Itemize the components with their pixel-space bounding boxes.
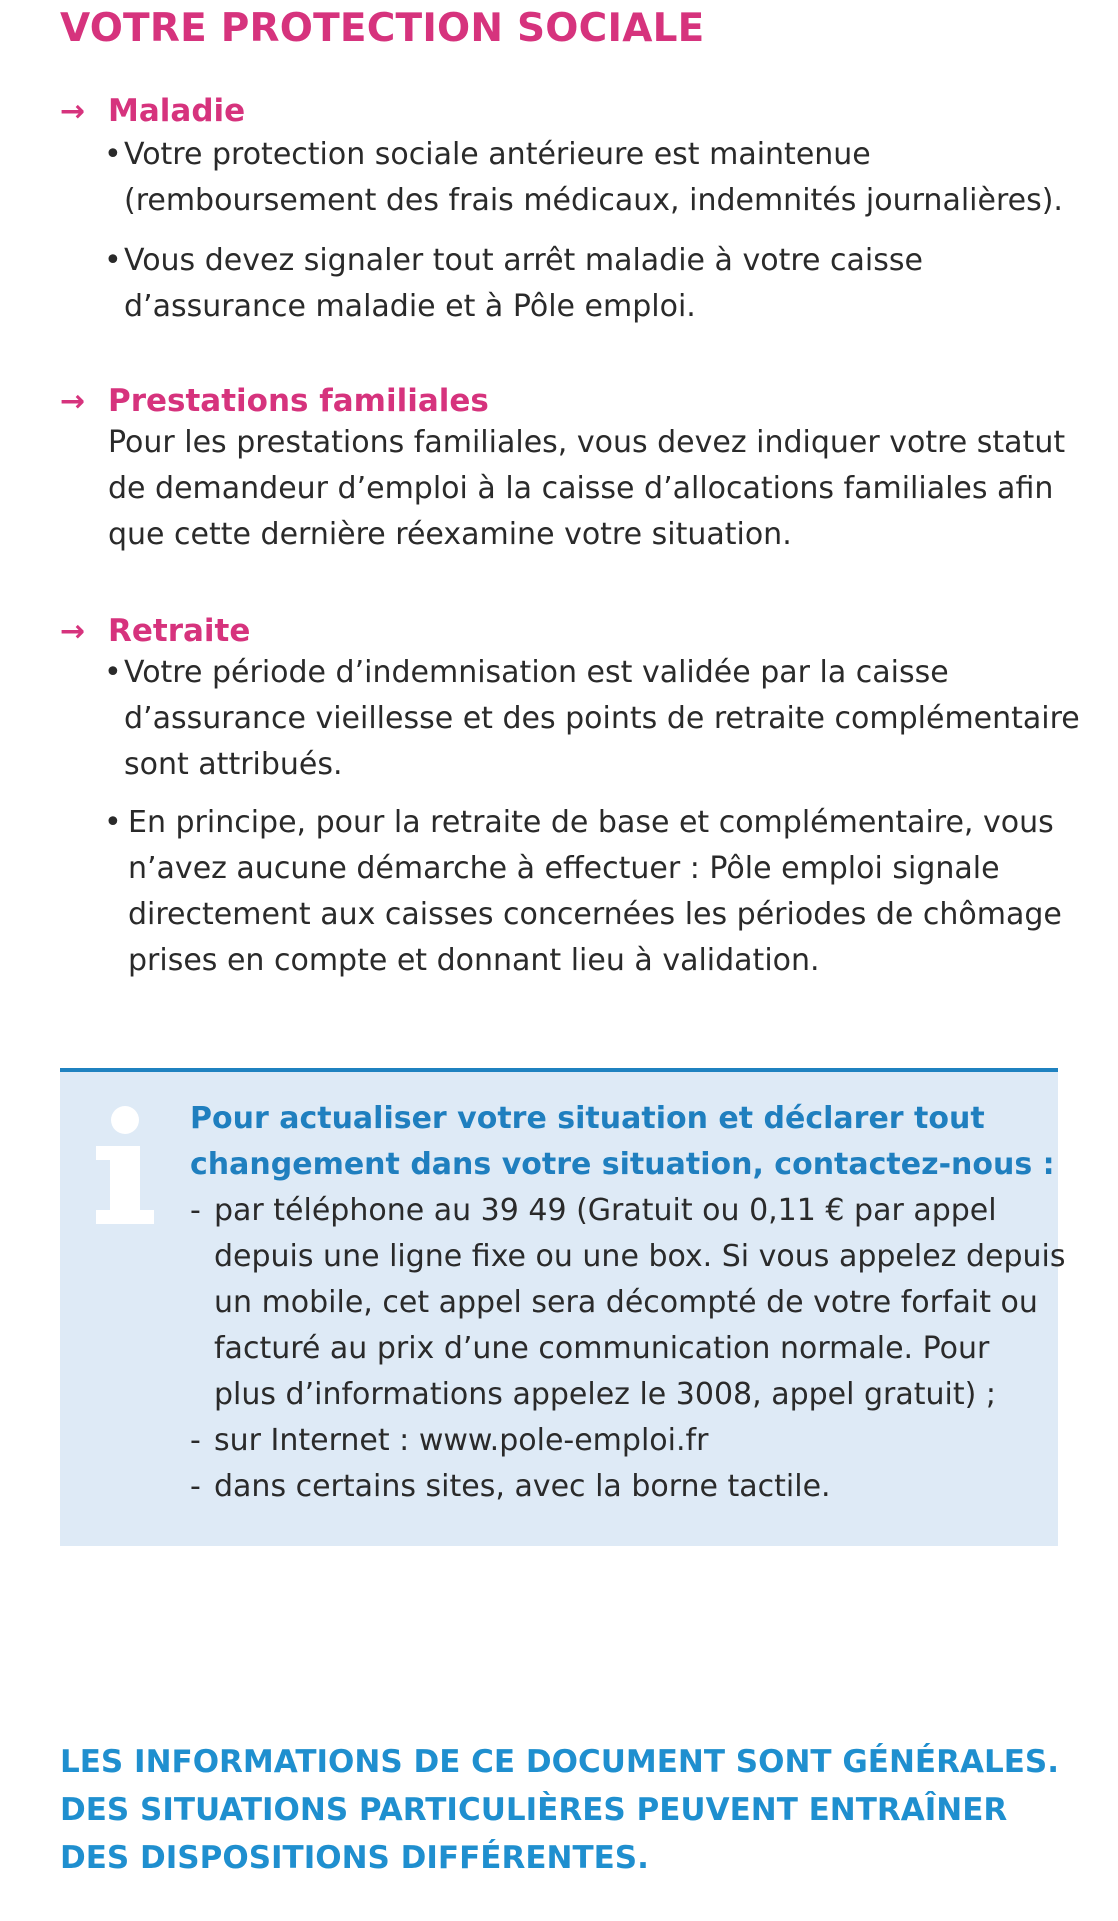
section-heading: [60, 608, 250, 654]
section-heading-text: Maladie: [108, 93, 246, 129]
section-paragraph: [108, 420, 1088, 558]
dash-marker: -: [190, 1193, 201, 1228]
text-line: un mobile, cet appel sera décompté de votre forfait ou: [214, 1285, 1038, 1320]
bullet-text: [124, 650, 1084, 788]
text-line: n’avez aucune démarche à effectuer : Pôle emploi signale: [128, 851, 1000, 886]
text-line: prises en compte et donnant lieu à validation.: [128, 943, 820, 978]
dash-marker: -: [190, 1423, 201, 1458]
section-heading-text: Prestations familiales: [108, 383, 489, 419]
text-line: DES DISPOSITIONS DIFFÉRENTES.: [60, 1840, 649, 1876]
page-title: VOTRE PROTECTION SOCIALE: [60, 6, 705, 51]
text-line: Pour les prestations familiales, vous devez indiquer votre statut: [108, 425, 1066, 460]
text-line: Votre protection sociale antérieure est maintenue: [124, 137, 871, 172]
arrow-right-icon: →: [60, 383, 86, 419]
text-line: Pour actualiser votre situation et déclarer tout: [190, 1101, 985, 1136]
text-line: dans certains sites, avec la borne tactile.: [214, 1469, 831, 1504]
text-line: En principe, pour la retraite de base et complémentaire, vous: [128, 805, 1054, 840]
text-line: changement dans votre situation, contactez-nous :: [190, 1147, 1055, 1182]
bullet-icon: •: [104, 655, 122, 690]
text-line: plus d’informations appelez le 3008, appel gratuit) ;: [214, 1377, 996, 1412]
section-heading: [60, 88, 245, 134]
text-line: d’assurance maladie et à Pôle emploi.: [124, 289, 696, 324]
contact-info-box: [60, 1068, 1066, 1546]
text-line: sont attribués.: [124, 747, 343, 782]
contact-item-text: [214, 1188, 1065, 1418]
section-heading: [60, 378, 489, 424]
text-line: directement aux caisses concernées les périodes de chômage: [128, 897, 1062, 932]
text-line: DES SITUATIONS PARTICULIÈRES PEUVENT ENTRAÎNER: [60, 1792, 1008, 1828]
text-line: d’assurance vieillesse et des points de retraite complémentaire: [124, 701, 1080, 736]
bullet-icon: •: [104, 243, 122, 278]
text-line: depuis une ligne fixe ou une box. Si vous appelez depuis: [214, 1239, 1066, 1274]
contact-item-text: [214, 1418, 708, 1464]
text-line: sur Internet : www.pole-emploi.fr: [214, 1423, 709, 1458]
section-heading-text: Retraite: [108, 613, 251, 649]
text-line: de demandeur d’emploi à la caisse d’allocations familiales afin: [108, 471, 1054, 506]
arrow-right-icon: →: [60, 93, 86, 129]
text-line: facturé au prix d’une communication normale. Pour: [214, 1331, 990, 1366]
arrow-right-icon: →: [60, 613, 86, 649]
bullet-text: [128, 800, 1088, 984]
text-line: par téléphone au 39 49 (Gratuit ou 0,11 € par appel: [214, 1193, 997, 1228]
text-line: LES INFORMATIONS DE CE DOCUMENT SONT GÉNÉRALES.: [60, 1744, 1059, 1780]
info-icon: [94, 1106, 156, 1226]
info-box-title: [190, 1096, 1055, 1188]
bullet-icon: •: [104, 805, 122, 840]
contact-item-text: [214, 1464, 831, 1510]
text-line: que cette dernière réexamine votre situation.: [108, 517, 792, 552]
bullet-text: [124, 132, 1084, 224]
dash-marker: -: [190, 1469, 201, 1504]
bullet-icon: •: [104, 137, 122, 172]
disclaimer: [60, 1738, 1059, 1882]
text-line: Votre période d’indemnisation est validée par la caisse: [124, 655, 949, 690]
text-line: (remboursement des frais médicaux, indemnités journalières).: [124, 183, 1063, 218]
text-line: Vous devez signaler tout arrêt maladie à votre caisse: [124, 243, 923, 278]
bullet-text: [124, 238, 1084, 330]
